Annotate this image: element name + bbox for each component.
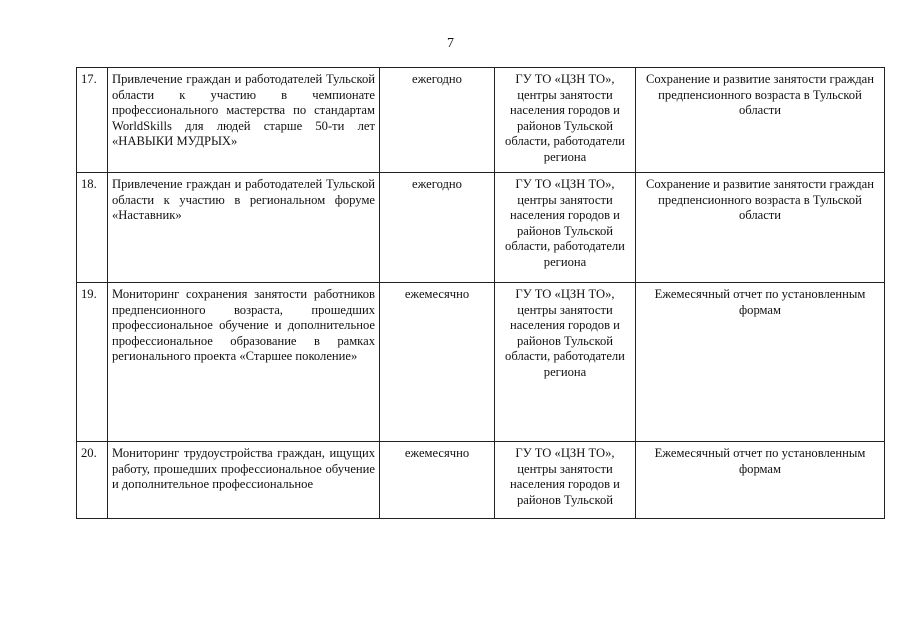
activity-period: ежемесячно bbox=[380, 442, 495, 519]
table-row bbox=[77, 283, 885, 442]
activity-description: Привлечение граждан и работодателей Тульской области к участию в чемпионате профессионального мастерства по стандартам WorldSkills для людей старше 50-ти лет «НАВЫКИ МУДРЫХ» bbox=[108, 68, 380, 173]
responsible-parties: ГУ ТО «ЦЗН ТО», центры занятости населения городов и районов Тульской области, работодатели региона bbox=[495, 173, 636, 283]
row-number: 20. bbox=[77, 442, 108, 519]
expected-result: Ежемесячный отчет по установленным формам bbox=[636, 442, 885, 519]
table-row bbox=[77, 173, 885, 283]
table-row bbox=[77, 68, 885, 173]
responsible-parties: ГУ ТО «ЦЗН ТО», центры занятости населения городов и районов Тульской области, работодатели региона bbox=[495, 68, 636, 173]
page-number: 7 bbox=[447, 36, 454, 51]
row-number: 19. bbox=[77, 283, 108, 442]
activity-period: ежегодно bbox=[380, 68, 495, 173]
activity-period: ежегодно bbox=[380, 173, 495, 283]
activity-description: Привлечение граждан и работодателей Тульской области к участию в региональном форуме «Наставник» bbox=[108, 173, 380, 283]
activities-table bbox=[76, 67, 885, 519]
row-number: 18. bbox=[77, 173, 108, 283]
activity-description: Мониторинг трудоустройства граждан, ищущих работу, прошедших профессиональное обучение и дополнительное профессиональное bbox=[108, 442, 380, 519]
responsible-parties: ГУ ТО «ЦЗН ТО», центры занятости населения городов и районов Тульской bbox=[495, 442, 636, 519]
table-row bbox=[77, 442, 885, 519]
expected-result: Ежемесячный отчет по установленным формам bbox=[636, 283, 885, 442]
activity-description: Мониторинг сохранения занятости работников предпенсионного возраста, прошедших профессиональное обучение и дополнительное профессиональное образование в рамках регионального проекта «Старшее поколение» bbox=[108, 283, 380, 442]
activity-period: ежемесячно bbox=[380, 283, 495, 442]
row-number: 17. bbox=[77, 68, 108, 173]
expected-result: Сохранение и развитие занятости граждан предпенсионного возраста в Тульской области bbox=[636, 68, 885, 173]
expected-result: Сохранение и развитие занятости граждан предпенсионного возраста в Тульской области bbox=[636, 173, 885, 283]
responsible-parties: ГУ ТО «ЦЗН ТО», центры занятости населения городов и районов Тульской области, работодатели региона bbox=[495, 283, 636, 442]
